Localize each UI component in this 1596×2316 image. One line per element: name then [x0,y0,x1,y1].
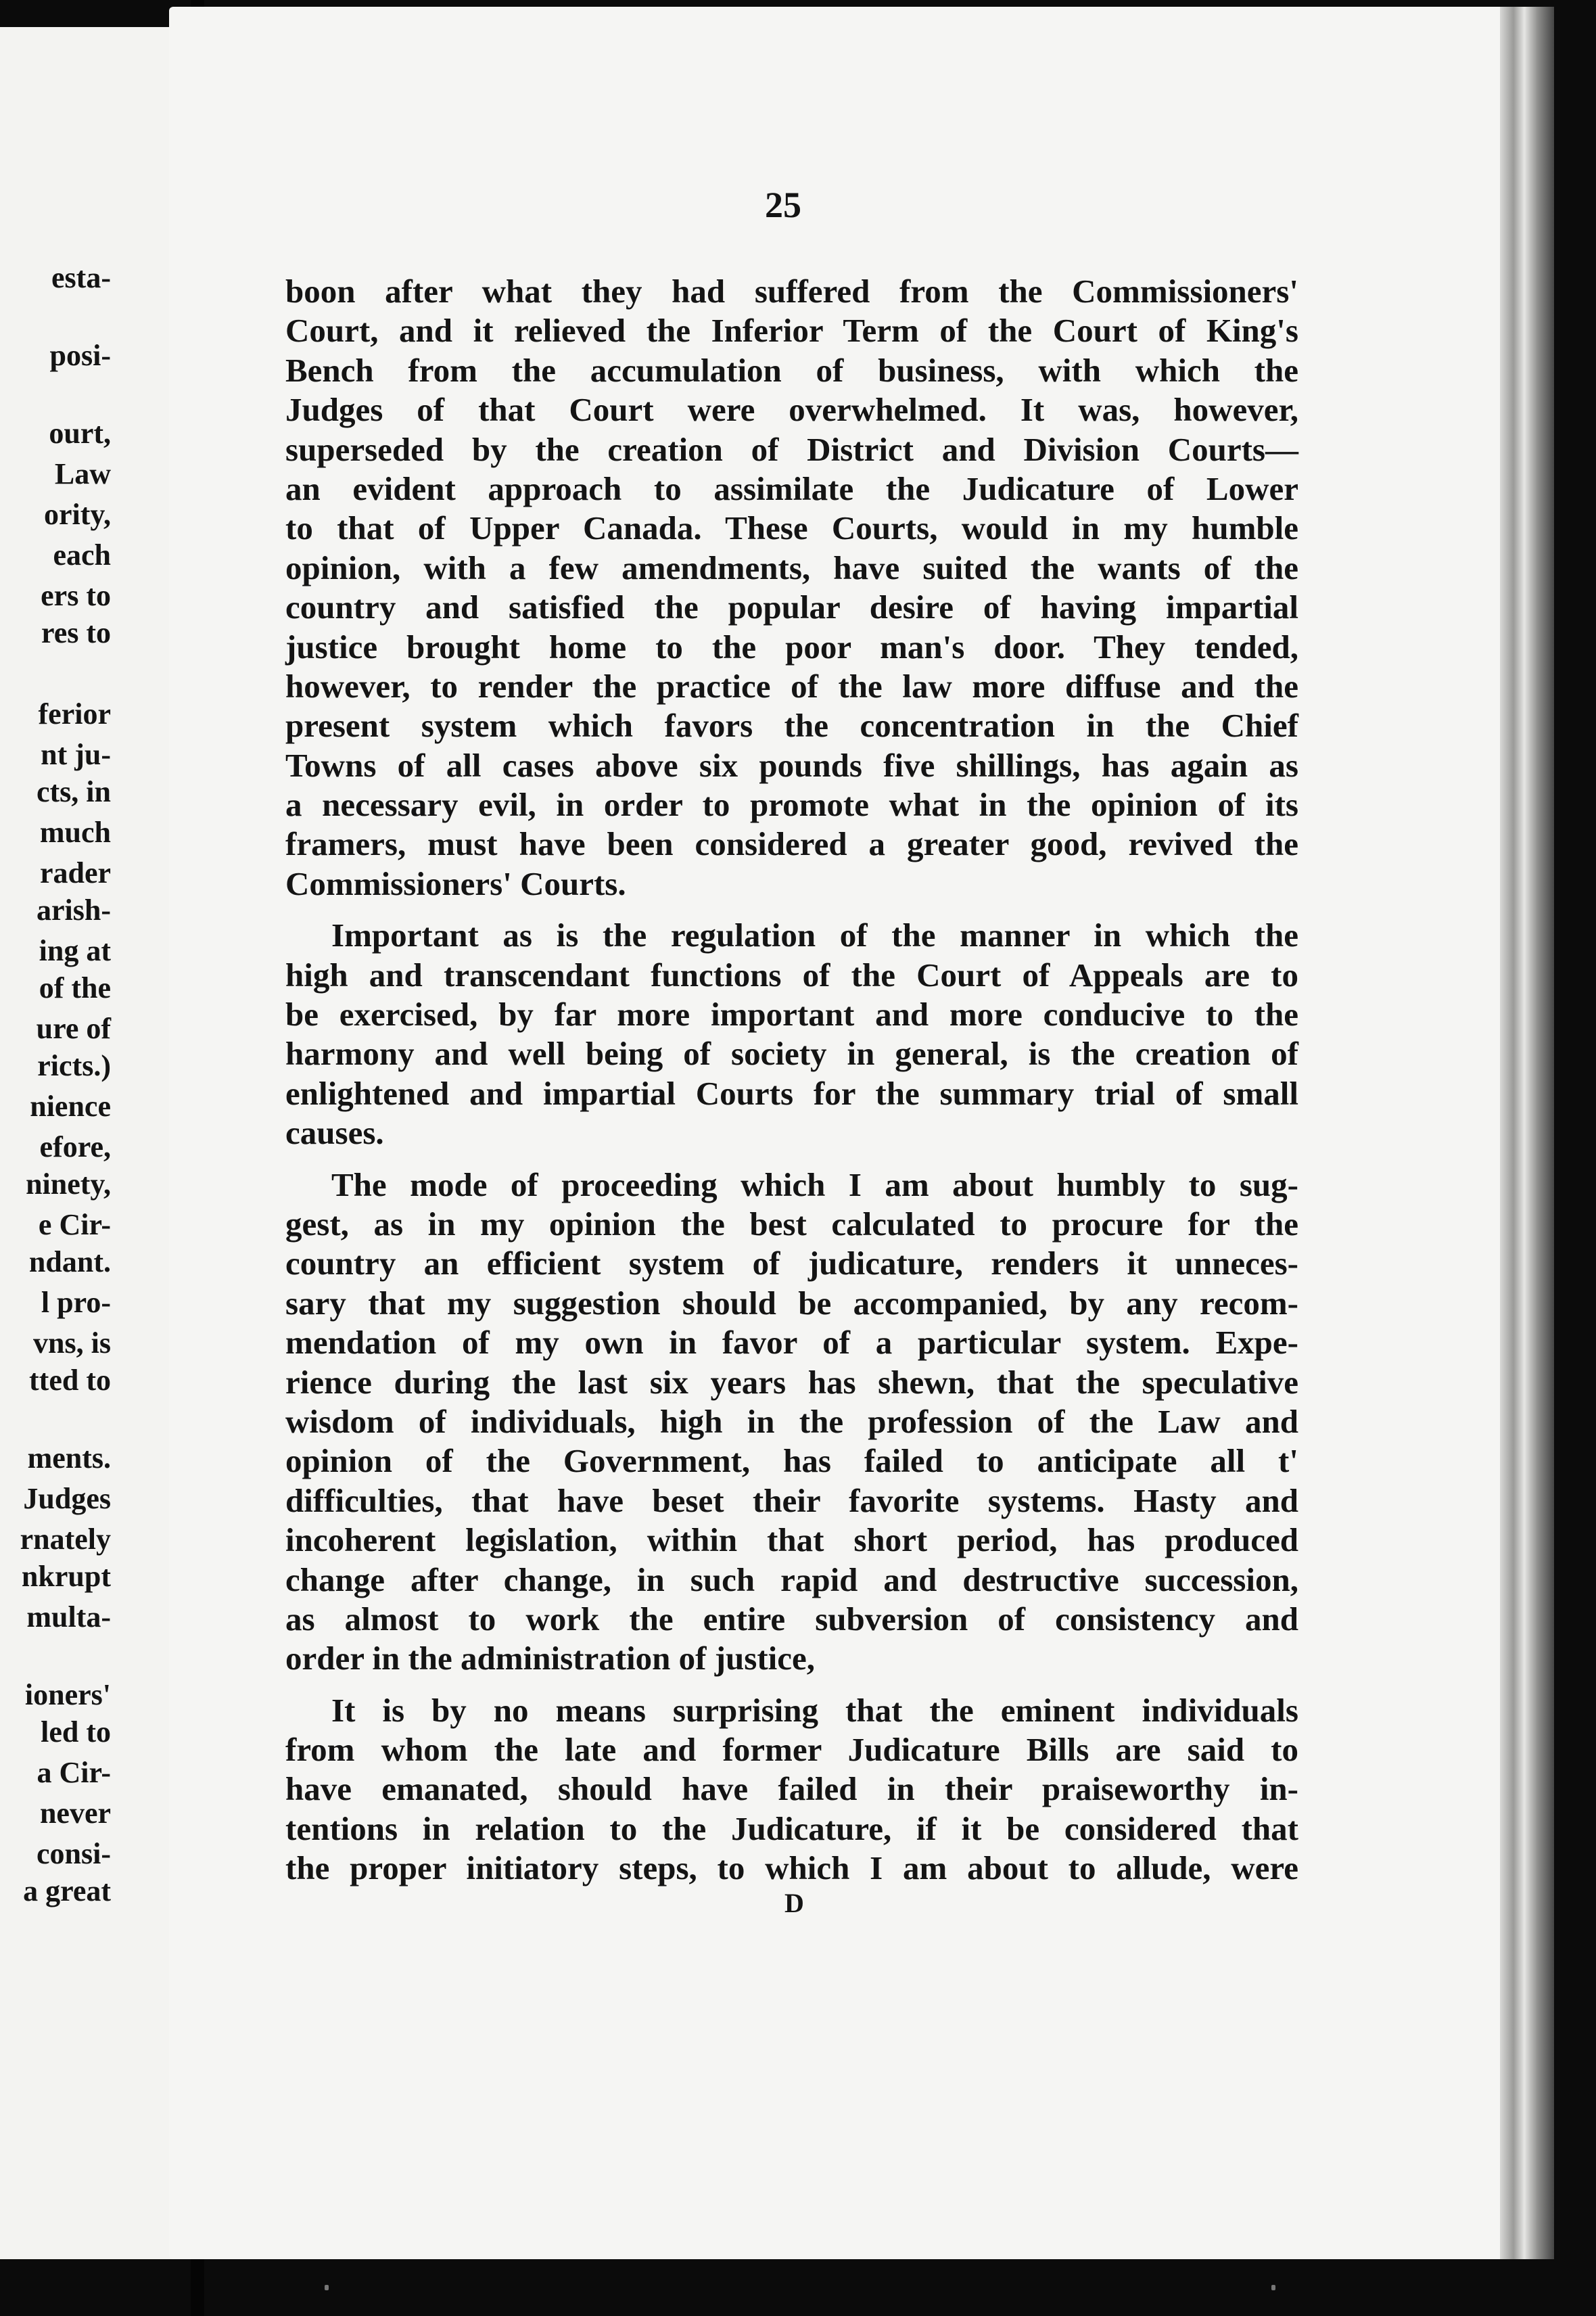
previous-page-line: ers to [41,579,111,612]
text-line: the proper initiatory steps, to which I am about to allude, were [285,1849,1298,1887]
text-line: from whom the late and former Judicature Bills are said to [285,1731,1298,1769]
text-line: change after change, in such rapid and destructive succession, [285,1560,1298,1598]
paragraph [285,1165,1298,1679]
text-line: tentions in relation to the Judicature, if it be considered that [285,1809,1298,1847]
text-line: country and satisfied the popular desire of having impartial [285,588,1298,626]
previous-page-line: ing at [39,934,111,967]
text-line: sary that my suggestion should be accompanied, by any recom- [285,1284,1298,1322]
text-line: justice brought home to the poor man's door. They tended, [285,628,1298,666]
previous-page-line: vns, is [33,1326,111,1360]
previous-page-line: a Cir- [37,1756,111,1789]
previous-page-line: cts, in [37,775,111,808]
previous-page-line: nt ju- [41,738,111,771]
previous-page-line: never [39,1797,111,1830]
previous-page-line: Law [54,457,111,490]
previous-page-line: esta- [51,261,111,294]
previous-page-line: led to [41,1715,111,1748]
paragraph [285,272,1298,904]
text-line: It is by no means surprising that the eminent individuals [331,1691,1298,1729]
text-line: causes. [285,1114,384,1152]
previous-page-line: ments. [27,1441,111,1475]
text-line: be exercised, by far more important and more conducive to the [285,996,1298,1034]
previous-page-line: arish- [37,894,111,927]
previous-page-line: efore, [39,1130,111,1163]
text-line: have emanated, should have failed in their praiseworthy in- [285,1770,1298,1808]
text-line: enlightened and impartial Courts for the summary trial of small [285,1074,1298,1112]
previous-page-line: rnately [20,1523,111,1556]
previous-page-line: rader [39,856,111,889]
text-line: incoherent legislation, within that short period, has produced [285,1521,1298,1559]
text-line: rience during the last six years has shewn, that the speculative [285,1363,1298,1401]
previous-page [0,27,191,2259]
previous-page-line: ninety, [26,1167,111,1201]
text-line: harmony and well being of society in general, is the creation of [285,1035,1298,1073]
paragraph [285,916,1298,1153]
previous-page-line: ourt, [49,417,111,450]
signature-mark: D [784,1888,804,1918]
body-text [285,272,1298,1889]
text-line: Towns of all cases above six pounds five shillings, has again as [285,746,1298,784]
text-line: Commissioners' Courts. [285,864,626,902]
text-line: Judges of that Court were overwhelmed. It was, however, [285,391,1298,429]
previous-page-line: tted to [29,1364,111,1397]
paragraph [285,1691,1298,1889]
text-line: Court, and it relieved the Inferior Term of the Court of King's [285,312,1298,350]
previous-page-line: ferior [38,697,111,731]
text-line: order in the administration of justice, [285,1640,816,1677]
text-line: country an efficient system of judicature, renders it unneces- [285,1245,1298,1282]
previous-page-line: posi- [49,339,111,372]
scan-specks [325,2285,1407,2298]
previous-page-line: ure of [36,1012,111,1045]
text-line: Bench from the accumulation of business, with which the [285,351,1298,389]
text-line: however, to render the practice of the law more diffuse and the [285,667,1298,705]
text-line: Important as is the regulation of the manner in which the [331,917,1298,954]
text-line: opinion of the Government, has failed to anticipate all t' [285,1442,1298,1480]
previous-page-line: ndant. [28,1245,111,1278]
previous-page-line: multa- [26,1600,111,1634]
previous-page-line: consi- [37,1837,111,1870]
text-line: as almost to work the entire subversion of consistency and [285,1600,1298,1638]
previous-page-line: ioners' [24,1678,111,1711]
text-line: an evident approach to assimilate the Judicature of Lower [285,469,1298,507]
previous-page-line: of the [39,971,111,1004]
previous-page-line: l pro- [41,1286,111,1319]
page-edge [1500,7,1554,2259]
text-line: wisdom of individuals, high in the profession of the Law and [285,1402,1298,1440]
previous-page-line: res to [41,616,111,649]
previous-page-line: a great [23,1874,111,1907]
previous-page-line: much [39,816,111,849]
text-line: present system which favors the concentration in the Chief [285,707,1298,745]
previous-page-line: ricts.) [37,1049,111,1082]
previous-page-line: e Cir- [38,1208,111,1241]
text-line: superseded by the creation of District and Division Courts— [285,430,1298,468]
text-line: a necessary evil, in order to promote what in the opinion of its [285,786,1298,824]
text-line: The mode of proceeding which I am about humbly to sug- [331,1165,1298,1203]
previous-page-line: nkrupt [21,1560,111,1593]
text-line: boon after what they had suffered from the Commissioners' [285,273,1298,310]
text-line: high and transcendant functions of the Court of Appeals are to [285,956,1298,994]
text-line: difficulties, that have beset their favorite systems. Hasty and [285,1481,1298,1519]
text-line: to that of Upper Canada. These Courts, would in my humble [285,509,1298,547]
text-line: mendation of my own in favor of a particular system. Expe- [285,1324,1298,1362]
page-number: 25 [765,185,801,225]
previous-page-line: nience [30,1090,111,1123]
previous-page-line: ority, [44,498,111,531]
previous-page-line: each [53,538,111,572]
text-line: framers, must have been considered a greater good, revived the [285,825,1298,863]
text-line: gest, as in my opinion the best calculated to procure for the [285,1205,1298,1243]
previous-page-line: Judges [23,1482,111,1515]
text-line: opinion, with a few amendments, have suited the wants of the [285,549,1298,586]
